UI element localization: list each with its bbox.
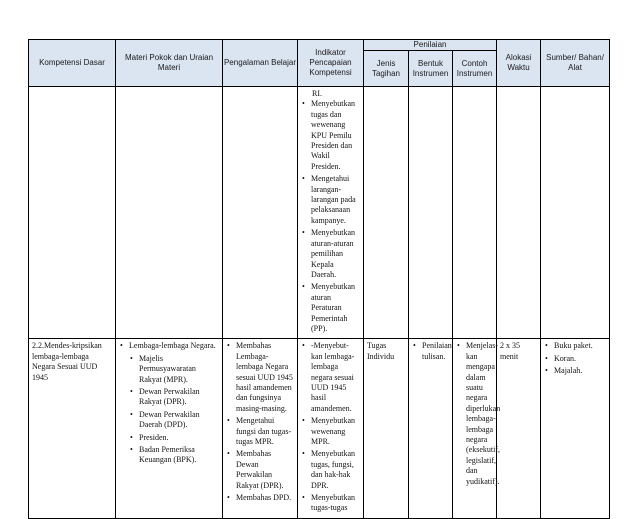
- syllabus-table: [28, 39, 610, 519]
- header-contoh-instrumen: Contoh Instrumen: [453, 51, 497, 87]
- table-cell: [497, 87, 541, 339]
- table-cell: [29, 87, 116, 339]
- table-cell: [364, 87, 409, 339]
- bentuk-instrumen-list: [412, 341, 452, 362]
- list-item: • Menyebutkan tugas-tugas: [301, 493, 360, 514]
- list-item: • Menyebutkan wewenang MPR.: [301, 416, 360, 447]
- table-row: [29, 87, 610, 339]
- header-materi: Materi Pokok dan Uraian Materi: [116, 40, 223, 87]
- indikator-list: [301, 341, 360, 514]
- list-item: • Membahas Lembaga-lembaga Negara sesuai UUD 1945 hasil amandemen dan fungsinya masing-masing.: [226, 341, 294, 414]
- pengalaman-cell: [223, 339, 298, 519]
- list-item: • Buku paket.: [544, 341, 606, 351]
- materi-cell: [116, 339, 223, 519]
- header-pengalaman: Pengalaman Belajar: [223, 40, 298, 87]
- bentuk-instrumen-cell: [409, 339, 453, 519]
- list-item: • Menyebutkan tugas dan wewenang KPU Pemilu Presiden dan Wakil Presiden.: [301, 99, 360, 172]
- indikator-cell: [298, 339, 364, 519]
- list-item: • Menyebutkan tugas, fungsi, dan hak-hak DPR.: [301, 449, 360, 491]
- sumber-cell: [541, 339, 610, 519]
- list-item: • Membahas Dewan Perwakilan Rakyat (DPR).: [226, 449, 294, 491]
- list-item: • Menyebutkan aturan-aturan pemilihan Kepala Daerah.: [301, 228, 360, 280]
- list-item: • Badan Pemeriksa Keuangan (BPK).: [129, 445, 219, 466]
- list-item: • Koran.: [544, 354, 606, 364]
- header-jenis-tagihan: Jenis Tagihan: [364, 51, 409, 87]
- kompetensi-dasar-text: 2.2.Mendes-kripsikan lembaga-lembaga Negara Sesuai UUD 1945: [32, 341, 102, 382]
- list-item: • Mengetahui larangan-larangan pada pelaksanaan kampanye.: [301, 174, 360, 226]
- jenis-tagihan-text: Tugas Individu: [367, 341, 395, 361]
- list-item: • Majalah.: [544, 366, 606, 376]
- list-item: • Menyebutkan aturan Peraturan Pemerintah (PP).: [301, 282, 360, 334]
- contoh-instrumen-cell: [453, 339, 501, 519]
- table-cell: [116, 87, 223, 339]
- materi-sublist: [129, 354, 219, 466]
- list-item: • Penilaian tulisan.: [412, 341, 449, 362]
- materi-title: [119, 341, 219, 465]
- list-item: • Majelis Permusyawaratan Rakyat (MPR).: [129, 354, 219, 385]
- header-indikator: Indikator Pencapaian Kompetensi: [298, 40, 364, 87]
- pengalaman-list: [226, 341, 294, 503]
- alokasi-waktu-cell: [497, 339, 541, 519]
- list-item: • -Menyebut-kan lembaga-lembaga negara sesuai UUD 1945 hasil amandemen.: [301, 341, 360, 414]
- header-row-1: [29, 40, 610, 51]
- list-item: • Dewan Perwakilan Rakyat (DPR).: [129, 387, 219, 408]
- header-bentuk-instrumen: Bentuk Instrumen: [409, 51, 453, 87]
- indikator-cell: [298, 87, 364, 339]
- table-row: [29, 339, 610, 519]
- header-alokasi-waktu: Alokasi Waktu: [497, 40, 541, 87]
- materi-title-text: Lembaga-lembaga Negara.: [129, 341, 216, 351]
- table-cell: [453, 87, 497, 339]
- indikator-continuation: RI.: [312, 89, 322, 98]
- header-sumber: Sumber/ Bahan/ Alat: [541, 40, 610, 87]
- list-item: • Menjelas-kan mengapa dalam suatu negara diperlukan lembaga-lembaga negara (eksekutif, legislatif, dan yudikatif).: [456, 341, 493, 487]
- materi-list: [119, 341, 219, 465]
- list-item: • Presiden.: [129, 433, 219, 443]
- jenis-tagihan-cell: [364, 339, 409, 519]
- table-cell: [409, 87, 453, 339]
- kompetensi-dasar-cell: [29, 339, 116, 519]
- alokasi-waktu-text: 2 x 35 menit: [500, 341, 521, 361]
- header-penilaian: Penilaian: [364, 40, 497, 51]
- table-cell: [541, 87, 610, 339]
- indikator-list: [301, 99, 360, 334]
- header-kompetensi-dasar: Kompetensi Dasar: [29, 40, 116, 87]
- list-item: • Mengetahui fungsi dan tugas-tugas MPR.: [226, 416, 294, 447]
- sumber-list: [544, 341, 606, 376]
- list-item: • Dewan Perwakilan Daerah (DPD).: [129, 410, 219, 431]
- list-item: • Membahas DPD.: [226, 493, 294, 503]
- table-cell: [223, 87, 298, 339]
- contoh-instrumen-list: [456, 341, 501, 487]
